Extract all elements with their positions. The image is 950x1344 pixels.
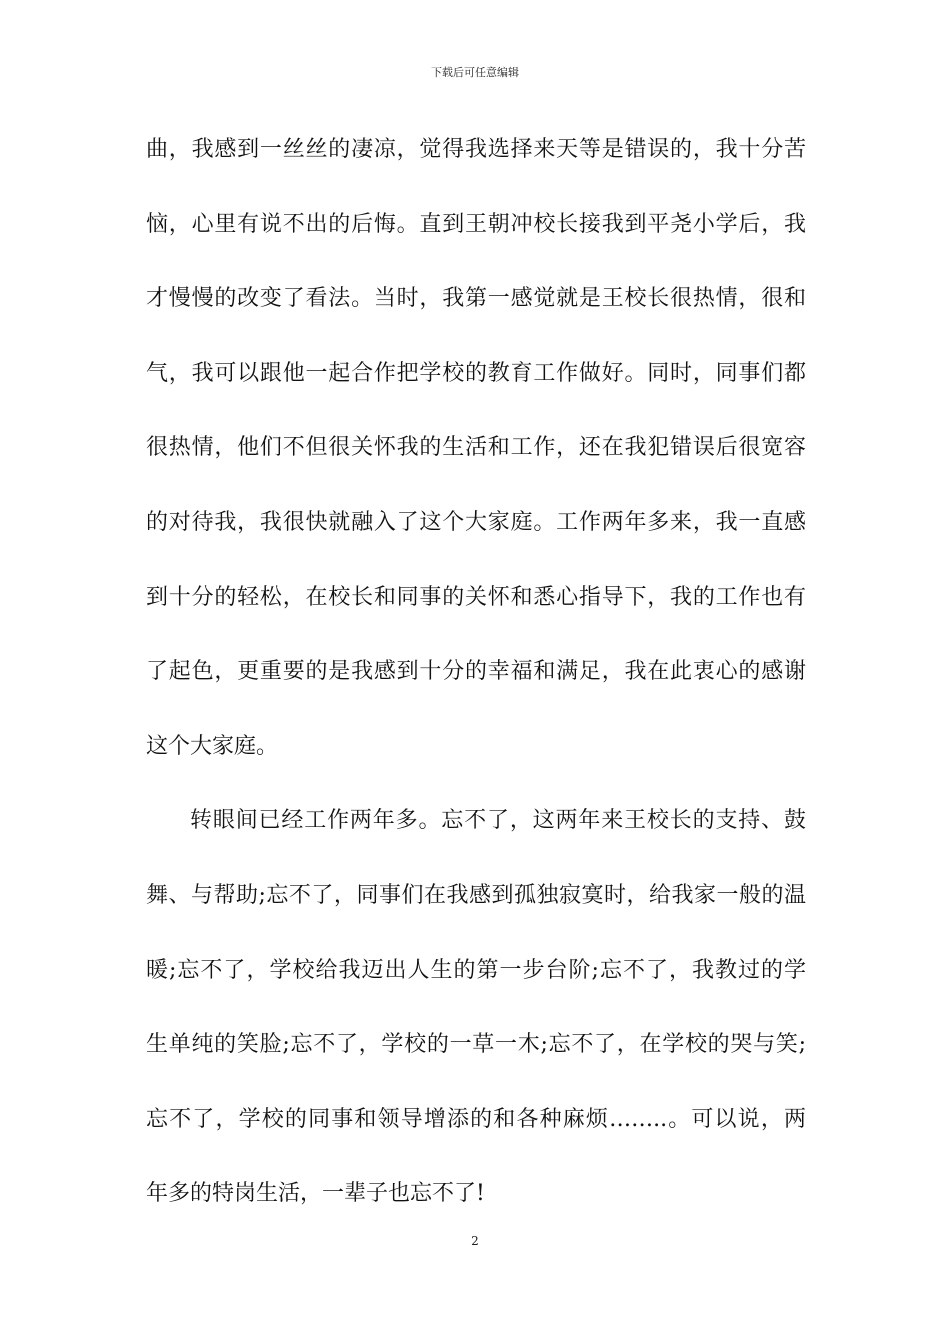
- page-header: 下载后可任意编辑: [431, 66, 519, 79]
- text-line: 的对待我，我很快就融入了这个大家庭。工作两年多来，我一直感: [146, 509, 806, 535]
- text-line: 暖;忘不了，学校给我迈出人生的第一步台阶;忘不了，我教过的学: [146, 957, 806, 983]
- page-number: 2: [471, 1234, 479, 1248]
- text-line-paragraph-end: 这个大家庭。: [146, 733, 279, 759]
- text-line: 很热情，他们不但很关怀我的生活和工作，还在我犯错误后很宽容: [146, 435, 806, 461]
- text-line: 舞、与帮助;忘不了，同事们在我感到孤独寂寞时，给我家一般的温: [146, 882, 806, 908]
- text-line: 生单纯的笑脸;忘不了，学校的一草一木;忘不了，在学校的哭与笑;: [146, 1032, 806, 1058]
- text-line: 气，我可以跟他一起合作把学校的教育工作做好。同时，同事们都: [146, 360, 806, 386]
- body-text: [146, 130, 806, 1249]
- text-line: 曲，我感到一丝丝的凄凉，觉得我选择来天等是错误的，我十分苦: [146, 137, 806, 162]
- text-line: 恼，心里有说不出的后悔。直到王朝冲校长接我到平尧小学后，我: [146, 211, 806, 237]
- text-line-paragraph-start: 转眼间已经工作两年多。忘不了，这两年来王校长的支持、鼓: [190, 808, 806, 834]
- text-line: 了起色，更重要的是我感到十分的幸福和满足，我在此衷心的感谢: [146, 659, 806, 685]
- text-line-paragraph-end: 年多的特岗生活，一辈子也忘不了!: [146, 1181, 485, 1207]
- text-line: 到十分的轻松，在校长和同事的关怀和悉心指导下，我的工作也有: [146, 584, 806, 610]
- text-line: 才慢慢的改变了看法。当时，我第一感觉就是王校长很热情，很和: [146, 286, 806, 312]
- text-line: 忘不了，学校的同事和领导增添的和各种麻烦……..。可以说，两: [146, 1106, 806, 1132]
